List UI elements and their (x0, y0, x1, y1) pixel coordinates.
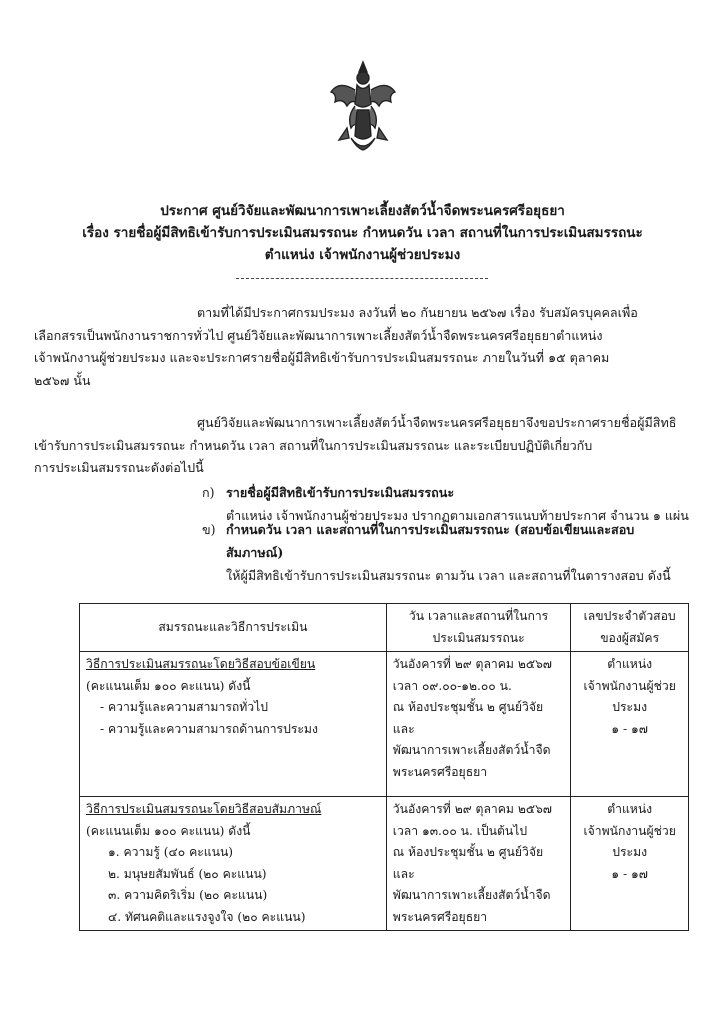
datetime-line: ณ ห้องประชุมชั้น ๒ ศูนย์วิจัยและ (392, 845, 544, 881)
datetime-line: เวลา ๑๓.๐๐ น. เป็นต้นไป (392, 823, 528, 838)
datetime-line: พระนครศรีอยุธยา (392, 909, 488, 924)
datetime-line: วันอังคารที่ ๒๙ ตุลาคม ๒๕๖๗ (392, 802, 552, 816)
datetime-line: พระนครศรีอยุธยา (392, 764, 488, 779)
garuda-emblem-icon (325, 58, 401, 156)
item-b-title: กำหนดวัน เวลา และสถานที่ในการประเมินสมรรถนะ (สอบข้อเขียนและสอบ (226, 522, 635, 537)
method-title: วิธีการประเมินสมรรถนะโดยวิธีสอบข้อเขียน (86, 657, 316, 671)
item-a-title: รายชื่อผู้มีสิทธิเข้ารับการประเมินสมรรถนะ (226, 485, 455, 500)
table-header-id-line2: ของผู้สมัคร (600, 630, 660, 645)
table-header-id (571, 604, 689, 652)
id-line: ตำแหน่ง (607, 802, 653, 816)
method-sub-item: - ความรู้และความสามารถทั่วไป (100, 700, 268, 714)
item-b-detail: ให้ผู้มีสิทธิเข้ารับการประเมินสมรรถนะ ตามวัน เวลา และสถานที่ในตารางสอบ ดังนี้ (226, 568, 671, 583)
id-line: ประมง (612, 845, 648, 859)
method-score: (คะแนนเต็ม ๑๐๐ คะแนน) ดังนี้ (86, 678, 251, 693)
table-cell-datetime (386, 797, 571, 931)
table-header-id-line1: เลขประจำตัวสอบ (583, 609, 676, 623)
datetime-line: เวลา ๐๙.๐๐-๑๒.๐๐ น. (392, 678, 512, 693)
paragraph-2-line: การประเมินสมรรถนะดังต่อไปนี้ (34, 460, 204, 475)
datetime-line: พัฒนาการเพาะเลี้ยงสัตว์น้ำจืด (392, 743, 551, 757)
paragraph-2 (34, 412, 688, 480)
method-sub-item: ๓. ความคิดริเริ่ม (๒๐ คะแนน) (108, 888, 268, 902)
paragraph-1-line: ตามที่ได้มีประกาศกรมประมง ลงวันที่ ๒๐ กันยายน ๒๕๖๗ เรื่อง รับสมัครบุคคลเพื่อ (197, 305, 638, 320)
id-line: เจ้าพนักงานผู้ช่วย (583, 678, 676, 693)
paragraph-2-line: ศูนย์วิจัยและพัฒนาการเพาะเลี้ยงสัตว์น้ำจืดพระนครศรีอยุธยาจึงขอประกาศรายชื่อผู้มีสิทธิ (197, 415, 677, 430)
table-cell-method (80, 652, 387, 797)
table-cell-id (571, 652, 689, 797)
table-cell-datetime (386, 652, 571, 797)
table-row (80, 797, 689, 931)
paragraph-1 (34, 302, 688, 392)
id-line: ประมง (612, 700, 648, 714)
id-line: ตำแหน่ง (607, 657, 653, 671)
id-range: ๑ - ๑๗ (611, 721, 648, 736)
exam-schedule-table (79, 603, 689, 931)
method-sub-item: ๑. ความรู้ (๔๐ คะแนน) (108, 845, 234, 859)
item-b-number: ข) (202, 522, 216, 537)
paragraph-1-line: เจ้าพนักงานผู้ช่วยประมง และจะประกาศรายชื่อผู้มีสิทธิเข้ารับการประเมินสมรรถนะ ภายในวันที่ ๑๕ ตุลาคม (34, 350, 610, 365)
paragraph-2-line: เข้ารับการประเมินสมรรถนะ กำหนดวัน เวลา สถานที่ในการประเมินสมรรถนะ และระเบียบปฏิบัติเกี่ยวกับ (34, 437, 593, 453)
method-sub-item: - ความรู้และความสามารถด้านการประมง (100, 721, 318, 736)
table-cell-id (571, 797, 689, 931)
method-sub-item: ๔. ทัศนคติและแรงจูงใจ (๒๐ คะแนน) (108, 909, 306, 924)
method-title: วิธีการประเมินสมรรถนะโดยวิธีสอบสัมภาษณ์ (86, 802, 322, 816)
paragraph-1-line: เลือกสรรเป็นพนักงานราชการทั่วไป ศูนย์วิจัยและพัฒนาการเพาะเลี้ยงสัตว์น้ำจืดพระนครศรีอยุธยาตำแหน่ง (34, 327, 603, 343)
id-line: เจ้าพนักงานผู้ช่วย (583, 823, 676, 838)
table-header-datetime-line1: วัน เวลาและสถานที่ในการ (408, 609, 549, 623)
table-header-datetime-line2: ประเมินสมรรถนะ (432, 630, 525, 645)
table-row (80, 652, 689, 797)
table-header-method: สมรรถนะและวิธีการประเมิน (80, 604, 387, 652)
table-cell-method (80, 797, 387, 931)
item-a-number: ก) (202, 485, 215, 500)
datetime-line: ณ ห้องประชุมชั้น ๒ ศูนย์วิจัยและ (392, 700, 544, 736)
table-header-datetime (386, 604, 571, 652)
header-line-3: ตำแหน่ง เจ้าพนักงานผู้ช่วยประมง (264, 247, 461, 263)
header-line-2: เรื่อง รายชื่อผู้มีสิทธิเข้ารับการประเมินสมรรถนะ กำหนดวัน เวลา สถานที่ในการประเมินสมรรถนะ (82, 225, 643, 241)
datetime-line: วันอังคารที่ ๒๙ ตุลาคม ๒๕๖๗ (392, 657, 552, 671)
item-a-detail: ตำแหน่ง เจ้าพนักงานผู้ช่วยประมง ปรากฏตามเอกสารแนบท้ายประกาศ จำนวน ๑ แผ่น (226, 508, 689, 523)
header-line-1: ประกาศ ศูนย์วิจัยและพัฒนาการเพาะเลี้ยงสัตว์น้ำจืดพระนครศรีอยุธยา (160, 203, 565, 219)
item-b-title-cont: สัมภาษณ์) (226, 545, 284, 560)
table-header-row (80, 604, 689, 652)
header-divider (236, 278, 488, 279)
paragraph-1-line: ๒๕๖๗ นั้น (34, 372, 91, 388)
datetime-line: พัฒนาการเพาะเลี้ยงสัตว์น้ำจืด (392, 888, 551, 902)
id-range: ๑ - ๑๗ (611, 866, 648, 881)
method-score: (คะแนนเต็ม ๑๐๐ คะแนน) ดังนี้ (86, 823, 251, 838)
method-sub-item: ๒. มนุษยสัมพันธ์ (๒๐ คะแนน) (108, 866, 267, 881)
